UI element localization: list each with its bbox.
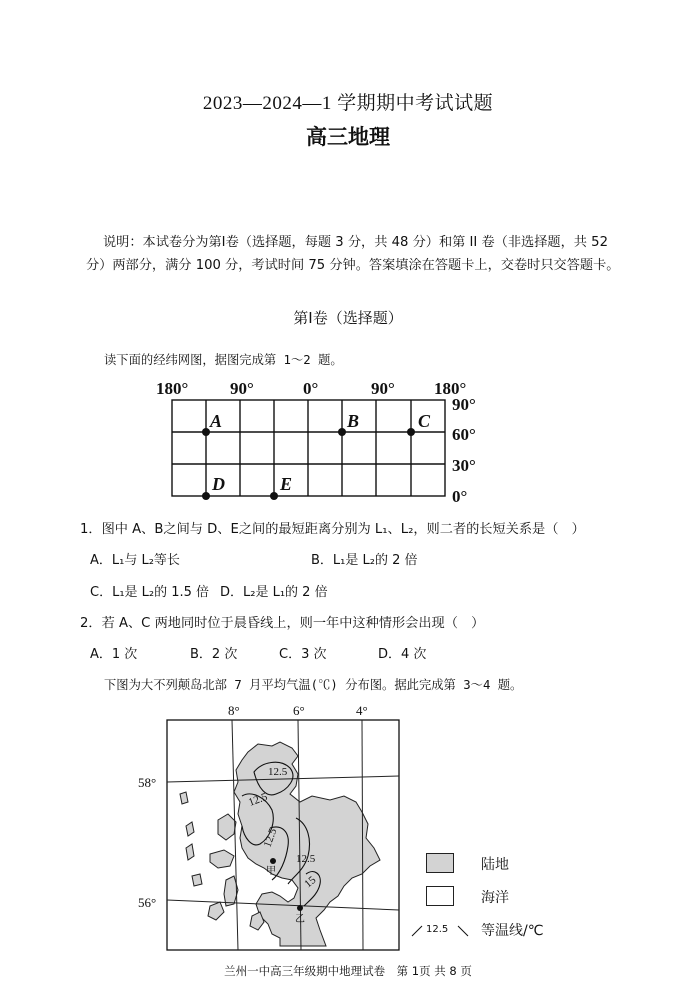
map-lon-8: 8° [228, 703, 240, 718]
place-jia-label: 甲 [266, 866, 276, 877]
legend-isotherm-label: 等温线/℃ [481, 923, 544, 939]
place-yi-marker [297, 905, 303, 911]
map-lon-6: 6° [293, 703, 305, 718]
point-a-label: A [210, 411, 223, 431]
map-lat-58: 58° [138, 775, 157, 790]
point-e-marker [270, 492, 278, 500]
q1-option-d: D．L₂是 L₁的 2 倍 [220, 585, 328, 600]
legend-land-swatch [426, 853, 454, 873]
page-footer: 兰州一中高三年级期中地理试卷 第 1页 共 8 页 [224, 964, 472, 978]
q2-option-a: A．1 次 [90, 647, 138, 662]
exam-subtitle: 高三地理 [306, 125, 390, 149]
q1-option-b: B．L₁是 L₂的 2 倍 [311, 553, 418, 568]
exam-title: 2023—2024—1 学期期中考试试题 [202, 93, 494, 114]
point-d-label: D [212, 474, 225, 494]
point-a-marker [202, 428, 210, 436]
lon-label-180e: 180° [434, 379, 467, 398]
lon-label-90w: 90° [230, 379, 254, 398]
lon-label-180w: 180° [156, 379, 189, 398]
legend-sea-label: 海洋 [481, 890, 509, 906]
legend-sea-swatch [426, 886, 454, 906]
isotherm-label-5: 15 [302, 874, 319, 891]
lon-label-0: 0° [303, 379, 319, 398]
lat-label-30: 30° [452, 456, 476, 475]
isotherm-label-3: 12.5 [261, 826, 280, 850]
lon-label-90e: 90° [371, 379, 395, 398]
isotherm-label-1: 12.5 [268, 766, 288, 778]
lat-label-90: 90° [452, 395, 476, 414]
q1-option-c: C．L₁是 L₂的 1.5 倍 [90, 585, 210, 600]
lat-label-0: 0° [452, 487, 468, 506]
isotherm-label-2: 12.5 [246, 790, 270, 809]
point-b-label: B [347, 411, 360, 431]
legend-land-label: 陆地 [481, 857, 509, 873]
map-lon-4: 4° [356, 703, 368, 718]
map-lat-56: 56° [138, 895, 157, 910]
q1-option-a: A．L₁与 L₂等长 [90, 553, 180, 568]
isotherm-label-4: 12.5 [296, 853, 316, 865]
graticule-figure [150, 372, 490, 507]
place-yi-label: 乙 [295, 914, 305, 925]
scotland-map [130, 698, 420, 956]
q2-option-b: B．2 次 [190, 647, 238, 662]
point-d-marker [202, 492, 210, 500]
legend-isotherm-sample [410, 916, 472, 940]
lat-label-60: 60° [452, 425, 476, 444]
island-small-4 [180, 792, 188, 804]
question-2: 2．若 A、C 两地同时位于晨昏线上，则一年中这种情形会出现（ ） [80, 616, 485, 631]
q2-option-c: C．3 次 [279, 647, 327, 662]
q2-option-d: D．4 次 [378, 647, 427, 662]
point-c-marker [407, 428, 415, 436]
intro-q3-4: 下图为大不列颠岛北部 7 月平均气温(℃) 分布图。据此完成第 3～4 题。 [104, 678, 523, 692]
instructions: 说明：本试卷分为第Ⅰ卷（选择题，每题 3 分，共 48 分）和第 II 卷（非选择题，共 52 分）两部分，满分 100 分，考试时间 75 分钟。答案填涂在答题卡上，交卷时只交答题卡。 [86, 235, 620, 273]
legend-isotherm-value: 12.5 [426, 924, 449, 935]
point-e-label: E [280, 474, 293, 494]
question-1: 1．图中 A、B之间与 D、E之间的最短距离分别为 L₁、L₂，则二者的长短关系是（ ） [80, 522, 585, 537]
section-title: 第Ⅰ卷（选择题） [293, 309, 403, 327]
point-c-label: C [418, 411, 431, 431]
place-jia-marker [270, 858, 276, 864]
island-small-3 [192, 874, 202, 886]
point-b-marker [338, 428, 346, 436]
intro-q1-2: 读下面的经纬网图，据图完成第 1～2 题。 [104, 353, 343, 367]
